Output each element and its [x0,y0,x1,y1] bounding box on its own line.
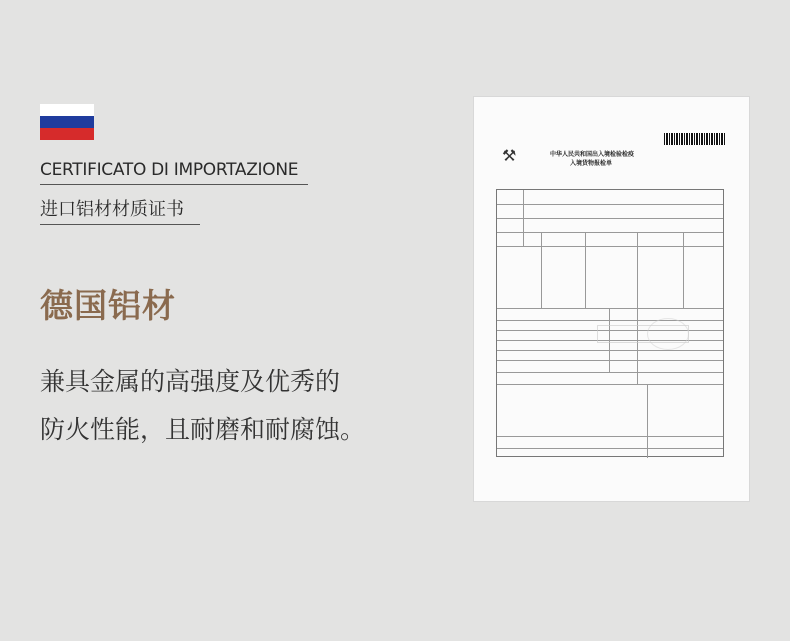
page-heading: 德国铝材 [40,286,176,325]
inspection-emblem-icon: ⚒ [502,146,517,165]
description-line: 兼具金属的高强度及优秀的 [40,367,341,396]
certificate-document-image [474,97,749,501]
description [40,358,365,454]
document-scan [494,133,728,473]
document-title: 中华人民共和国出入境检验检疫 [550,151,635,158]
russia-flag-icon [40,104,94,140]
form-table [496,189,724,457]
divider [40,184,308,185]
divider [40,224,200,225]
document-subtitle: 入境货物报检单 [570,160,613,167]
description-line: 防火性能，且耐磨和耐腐蚀。 [40,415,366,444]
certificate-title-italian: CERTIFICATO DI IMPORTAZIONE [40,160,299,180]
barcode-icon [664,133,726,145]
certificate-title-chinese: 进口铝材材质证书 [40,199,184,220]
seal-mark [647,318,689,350]
